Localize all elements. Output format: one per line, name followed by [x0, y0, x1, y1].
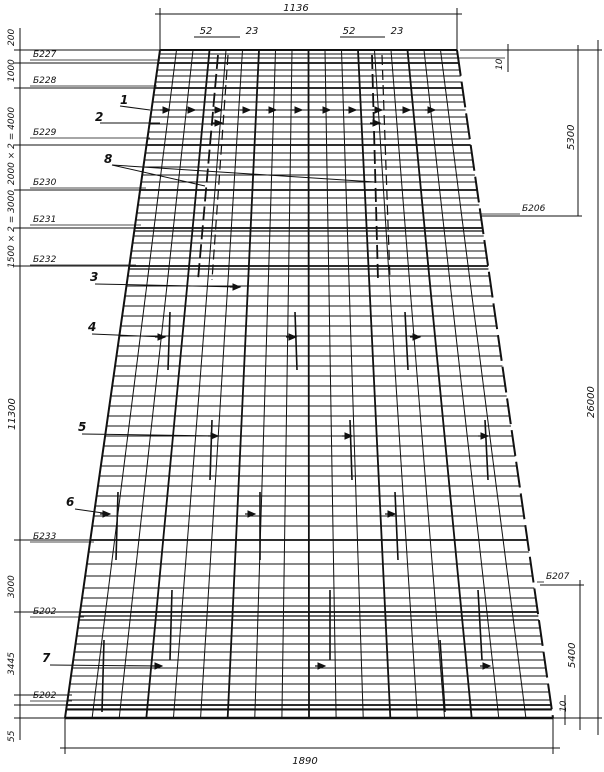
height-label-1000: 1000 — [7, 59, 17, 82]
position-number-2: 2 — [95, 110, 104, 124]
spacing-label-52-left: 52 — [199, 26, 213, 37]
height-label-55: 55 — [7, 730, 17, 742]
beam-label-b206: Б206 — [522, 204, 546, 214]
height-label-3445: 3445 — [7, 652, 17, 675]
beam-label-b230: Б230 — [33, 178, 57, 188]
spacing-label-23-right: 23 — [390, 26, 404, 37]
position-number-7: 7 — [42, 651, 51, 665]
right-label-10-bottom: 10 — [559, 700, 569, 712]
height-label-4000: 2000 × 2 = 4000 — [7, 106, 17, 185]
right-label-5300: 5300 — [566, 124, 577, 150]
beam-label-b202-lower: Б202 — [33, 691, 57, 701]
position-number-4: 4 — [88, 320, 97, 334]
top-width-label: 1136 — [283, 3, 309, 14]
beam-label-b231: Б231 — [33, 215, 57, 225]
position-number-1: 1 — [120, 93, 129, 107]
height-label-11300: 11300 — [7, 398, 18, 430]
spacing-label-52-right: 52 — [342, 26, 356, 37]
beam-label-b227: Б227 — [33, 50, 57, 60]
right-label-26000: 26000 — [586, 386, 597, 418]
rebar-mesh — [66, 50, 552, 718]
bottom-width-label: 1890 — [292, 756, 318, 767]
position-number-8: 8 — [104, 152, 113, 166]
beam-label-b228: Б228 — [33, 76, 57, 86]
right-label-5400: 5400 — [567, 642, 578, 668]
beam-label-b229: Б229 — [33, 128, 57, 138]
position-number-6: 6 — [66, 495, 75, 509]
height-label-3000-upper: 1500 × 2 = 3000 — [7, 189, 17, 268]
position-number-5: 5 — [78, 420, 87, 434]
right-label-10-top: 10 — [495, 58, 505, 70]
beam-label-b207: Б207 — [546, 572, 570, 582]
beam-label-b232: Б232 — [33, 255, 57, 265]
height-label-3000-lower: 3000 — [7, 575, 17, 598]
beam-label-b202-upper: Б202 — [33, 607, 57, 617]
position-number-3: 3 — [90, 270, 99, 284]
spacing-label-23-left: 23 — [245, 26, 259, 37]
height-label-200: 200 — [7, 28, 17, 46]
beam-label-b233: Б233 — [33, 532, 57, 542]
